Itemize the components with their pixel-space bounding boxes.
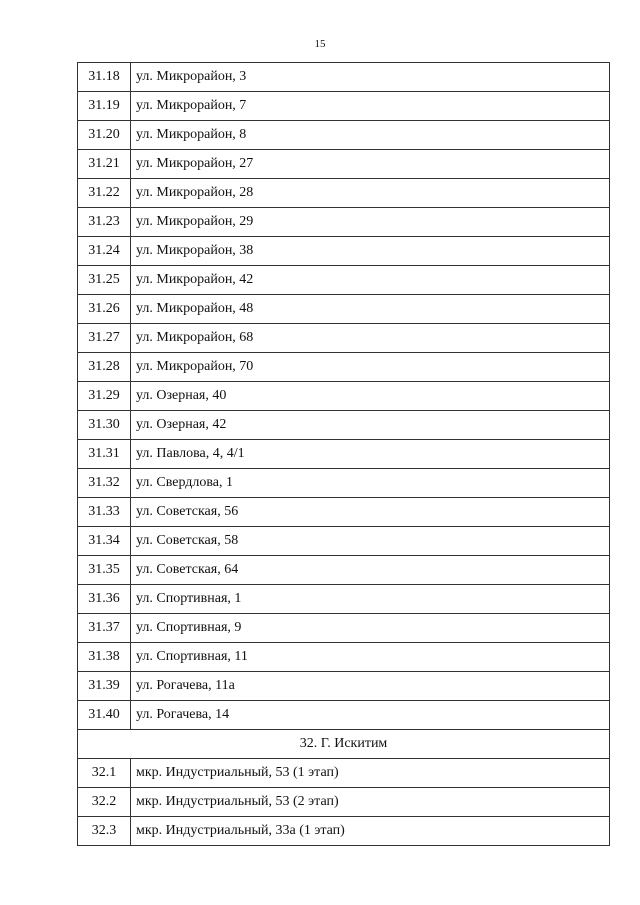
row-number: 31.34 [78,527,131,556]
row-address: мкр. Индустриальный, 53 (1 этап) [131,759,610,788]
table-row [78,63,610,92]
row-number: 31.20 [78,121,131,150]
row-address: ул. Спортивная, 9 [131,614,610,643]
table-row [78,469,610,498]
row-number: 31.18 [78,63,131,92]
row-number: 31.26 [78,295,131,324]
row-address: ул. Микрорайон, 38 [131,237,610,266]
row-number: 32.1 [78,759,131,788]
row-address: ул. Микрорайон, 48 [131,295,610,324]
row-address: мкр. Индустриальный, 33а (1 этап) [131,817,610,846]
row-address: ул. Микрорайон, 3 [131,63,610,92]
row-number: 31.40 [78,701,131,730]
table-row [78,788,610,817]
table-row [78,759,610,788]
table-row [78,701,610,730]
table-row [78,353,610,382]
row-number: 31.33 [78,498,131,527]
table-row [78,498,610,527]
table-row [78,411,610,440]
row-address: ул. Микрорайон, 7 [131,92,610,121]
row-number: 32.2 [78,788,131,817]
table-row [78,266,610,295]
table-row [78,440,610,469]
row-address: ул. Микрорайон, 70 [131,353,610,382]
row-number: 31.30 [78,411,131,440]
table-row [78,527,610,556]
address-table [77,62,610,846]
row-number: 31.25 [78,266,131,295]
table-row [78,324,610,353]
row-address: ул. Микрорайон, 68 [131,324,610,353]
section-heading-row [78,730,610,759]
row-address: ул. Микрорайон, 28 [131,179,610,208]
row-number: 31.27 [78,324,131,353]
row-address: ул. Советская, 56 [131,498,610,527]
row-number: 31.19 [78,92,131,121]
row-number: 31.23 [78,208,131,237]
row-address: ул. Советская, 64 [131,556,610,585]
section-heading: 32. Г. Искитим [78,730,610,759]
table-row [78,672,610,701]
row-number: 31.36 [78,585,131,614]
row-number: 31.35 [78,556,131,585]
row-address: ул. Микрорайон, 42 [131,266,610,295]
row-number: 31.28 [78,353,131,382]
row-address: ул. Озерная, 40 [131,382,610,411]
row-address: ул. Микрорайон, 27 [131,150,610,179]
table-row [78,643,610,672]
row-number: 32.3 [78,817,131,846]
row-number: 31.22 [78,179,131,208]
table-row [78,295,610,324]
row-number: 31.29 [78,382,131,411]
row-address: ул. Микрорайон, 29 [131,208,610,237]
table-row [78,150,610,179]
table-row [78,92,610,121]
row-number: 31.21 [78,150,131,179]
page-number: 15 [314,38,326,50]
table-row [78,382,610,411]
table-row [78,237,610,266]
table-row [78,614,610,643]
address-table-body [78,63,610,846]
row-address: ул. Рогачева, 11а [131,672,610,701]
row-address: ул. Свердлова, 1 [131,469,610,498]
row-number: 31.37 [78,614,131,643]
row-number: 31.32 [78,469,131,498]
row-number: 31.24 [78,237,131,266]
row-address: ул. Рогачева, 14 [131,701,610,730]
row-address: ул. Советская, 58 [131,527,610,556]
row-address: ул. Спортивная, 11 [131,643,610,672]
table-row [78,121,610,150]
table-row [78,556,610,585]
table-row [78,208,610,237]
row-address: мкр. Индустриальный, 53 (2 этап) [131,788,610,817]
row-address: ул. Павлова, 4, 4/1 [131,440,610,469]
row-number: 31.38 [78,643,131,672]
table-row [78,179,610,208]
row-address: ул. Озерная, 42 [131,411,610,440]
table-row [78,817,610,846]
row-address: ул. Микрорайон, 8 [131,121,610,150]
table-row [78,585,610,614]
row-address: ул. Спортивная, 1 [131,585,610,614]
row-number: 31.39 [78,672,131,701]
row-number: 31.31 [78,440,131,469]
